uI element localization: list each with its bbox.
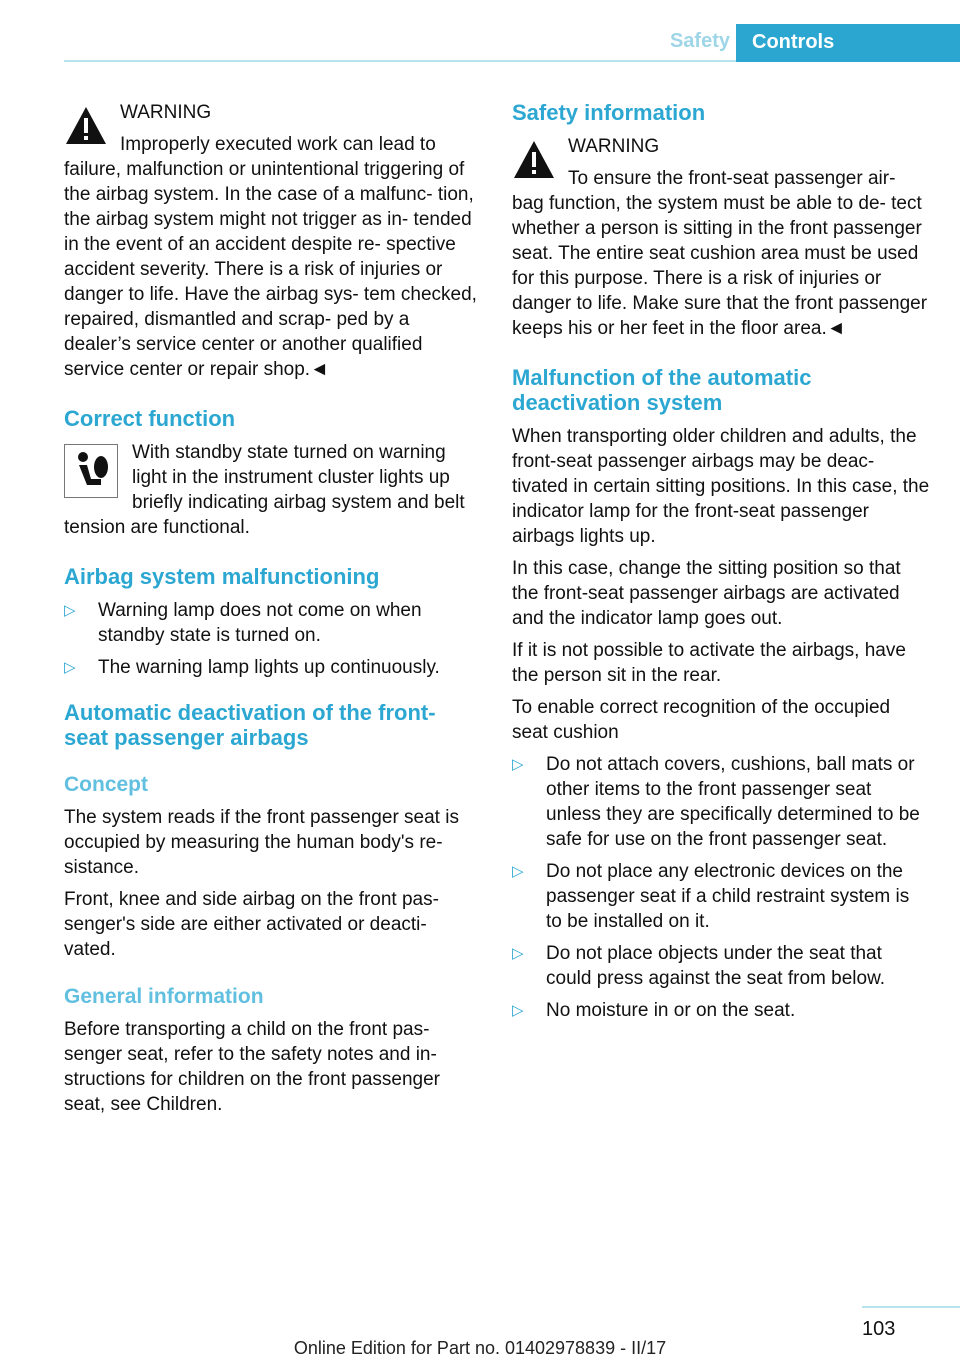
- list-item: [512, 752, 930, 852]
- general-information-text: Before transporting a child on the front pas- senger seat, refer to the safety notes and in- structions for children on the front passenger seat, see Children.: [64, 1019, 440, 1115]
- list-item-text: Do not attach covers, cushions, ball mats or other items to the front passenger seat unless they are specifically determined to be safe for use on the front passenger seat.: [546, 754, 920, 850]
- warning-block: [64, 100, 480, 382]
- correct-function-text: With standby state turned on warning light in the instrument cluster lights up briefly indicating airbag system and belt tension are functional.: [64, 442, 465, 538]
- bullet-arrow-icon: ▷: [512, 1002, 524, 1019]
- list-item: [64, 598, 480, 648]
- list-item-text: No moisture in or on the seat.: [546, 1000, 796, 1021]
- header-section-label[interactable]: Safety: [669, 30, 730, 52]
- heading-auto-deactivation: Automatic deactivation of the front- seat passenger airbags: [64, 700, 436, 750]
- bullet-arrow-icon: ▷: [512, 945, 524, 962]
- malfunction-list: [64, 598, 480, 680]
- malfunction-paragraph-2: In this case, change the sitting position so that the front-seat passenger airbags are activated and the indicator lamp goes out.: [512, 558, 901, 629]
- right-column: [512, 100, 930, 1030]
- airbag-indicator-icon: [64, 444, 118, 498]
- warning-title: WARNING: [568, 136, 660, 157]
- list-item: [512, 859, 930, 934]
- heading-malfunction-auto-deactivation: Malfunction of the automatic deactivation system: [512, 365, 812, 415]
- page-number: 103: [862, 1318, 896, 1340]
- concept-paragraph-1: The system reads if the front passenger seat is occupied by measuring the human body's re- sistance.: [64, 807, 459, 878]
- bullet-arrow-icon: ▷: [64, 659, 76, 676]
- malfunction-paragraph-4: To enable correct recognition of the occupied seat cushion: [512, 697, 891, 743]
- list-item-text: The warning lamp lights up continuously.: [98, 657, 440, 678]
- list-item-text: Do not place objects under the seat that could press against the seat from below.: [546, 943, 886, 989]
- list-item: [64, 655, 480, 680]
- warning-title: WARNING: [120, 102, 212, 123]
- seat-cushion-list: [512, 752, 930, 1023]
- header-tab-label: Controls: [752, 31, 835, 53]
- heading-correct-function: Correct function: [64, 406, 236, 431]
- warning-text: To ensure the front-seat passenger air- bag function, the system must be able to de- tect whether a person is sitting in the front passenger seat. The entire seat cushion area must be used for this purpose. There is a risk of injuries or danger to life. Make sure that the front passenger keeps his or her feet in the floor area.◄: [512, 168, 928, 339]
- list-item: [512, 941, 930, 991]
- malfunction-paragraph-1: When transporting older children and adults, the front-seat passenger airbags may be deac- tivated in certain sitting positions. In this case, the indicator lamp for the front-seat passenger airbags lights up.: [512, 426, 930, 547]
- bullet-arrow-icon: ▷: [64, 602, 76, 619]
- list-item-text: Do not place any electronic devices on the passenger seat if a child restraint system is to be installed on it.: [546, 861, 910, 932]
- malfunction-paragraph-3: If it is not possible to activate the airbags, have the person sit in the rear.: [512, 640, 906, 686]
- footer-edition: Online Edition for Part no. 01402978839 - II/17: [293, 1338, 667, 1358]
- correct-function-block: [64, 440, 480, 540]
- heading-airbag-malfunction: Airbag system malfunctioning: [64, 564, 380, 589]
- header-rule: [64, 60, 736, 62]
- page-number-rule: [862, 1306, 960, 1308]
- warning-text: Improperly executed work can lead to failure, malfunction or unintentional triggering of the airbag system. In the case of a malfunc- tion, the airbag system might not trigger as in- tended in the event of an accident despite re- spective accident severity. There is a risk of injuries or danger to life. Have the airbag sys- tem checked, repaired, dismantled and scrap- ped by a dealer’s service center or another qualified service center or repair shop.◄: [64, 134, 477, 380]
- header-tab-controls[interactable]: [736, 24, 960, 62]
- warning-triangle-icon: [512, 138, 556, 182]
- warning-triangle-icon: [64, 104, 108, 148]
- list-item: [512, 998, 930, 1023]
- bullet-arrow-icon: ▷: [512, 863, 524, 880]
- concept-paragraph-2: Front, knee and side airbag on the front pas- senger's side are either activated or deacti- vated.: [64, 889, 439, 960]
- list-item-text: Warning lamp does not come on when standby state is turned on.: [98, 600, 422, 646]
- heading-general-information: General information: [64, 985, 264, 1008]
- left-column: [64, 100, 480, 1124]
- heading-concept: Concept: [64, 773, 148, 796]
- heading-safety-information: Safety information: [512, 100, 706, 125]
- warning-block-right: [512, 134, 930, 341]
- bullet-arrow-icon: ▷: [512, 756, 524, 773]
